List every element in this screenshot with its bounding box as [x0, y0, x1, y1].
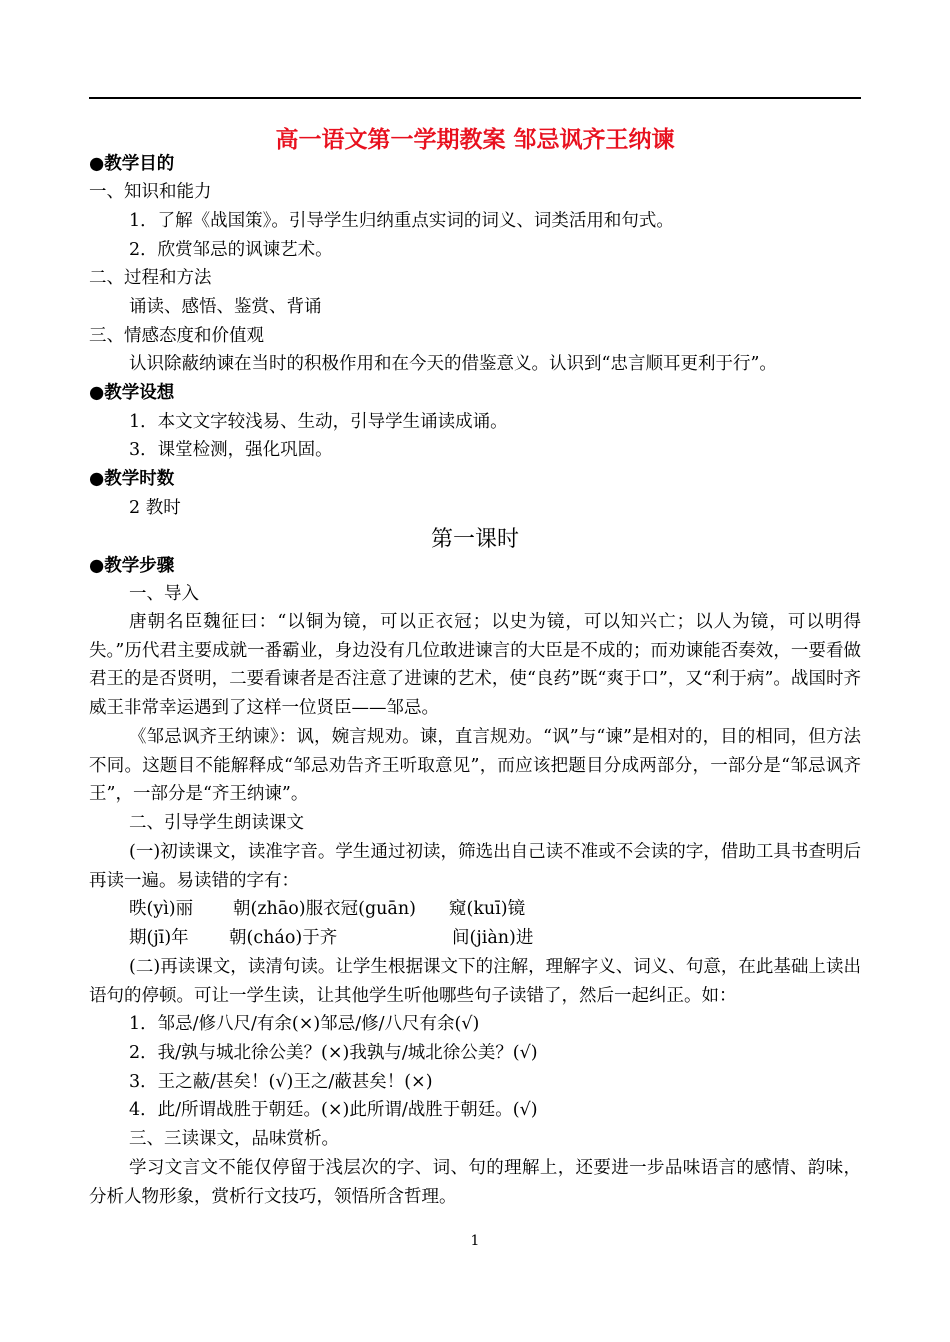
design-item-3: 3．课堂检测，强化巩固。 [129, 440, 333, 460]
reading-heading: 二、引导学生朗读课文 [129, 813, 304, 833]
pronunciation-item: 昳(yì)丽 [129, 899, 194, 919]
example-2: 2．我/孰与城北徐公美？(×)我孰与/城北徐公美？(√) [129, 1043, 538, 1063]
example-4: 4．此/所谓战胜于朝廷。(×)此所谓/战胜于朝廷。(√) [129, 1100, 538, 1120]
intro-heading: 一、导入 [129, 584, 199, 604]
intro-paragraph: 唐朝名臣魏征曰：“以铜为镜，可以正衣冠；以史为镜，可以知兴亡；以人为镜，可以明得失。”历代君主要成就一番霸业，身边没有几位敢进谏言的大臣是不成的；而劝谏能否奏效，一要看做君王的是否贤明，二要看谏者是否注意了进谏的艺术，使“良药”既“爽于口”，又“利于病”。战国时齐威王非常幸运遇到了这样一位贤臣——邹忌。 [89, 612, 861, 719]
third-read-paragraph: 学习文言文不能仅停留于浅层次的字、词、句的理解上，还要进一步品味语言的感情、韵味，分析人物形象，赏析行文技巧，领悟所含哲理。 [89, 1158, 861, 1207]
pronunciation-item: 窥(kuī)镜 [449, 899, 526, 919]
process-heading: 二、过程和方法 [89, 268, 212, 288]
header-rule [89, 97, 861, 99]
document-title: 高一语文第一学期教案 邹忌讽齐王纳谏 [275, 127, 675, 153]
emotion-heading: 三、情感态度和价值观 [89, 326, 264, 346]
title-explanation-paragraph: 《邹忌讽齐王纳谏》：讽，婉言规劝。谏，直言规劝。“讽”与“谏”是相对的，目的相同，但方法不同。这题目不能解释成“邹忌劝告齐王听取意见”，而应该把题目分成两部分，一部分是“邹忌讽齐王”，一部分是“齐王纳谏”。 [89, 727, 861, 805]
page-number: 1 [470, 1233, 480, 1249]
hours-text: 2 教时 [129, 498, 181, 518]
first-read-paragraph: (一)初读课文，读准字音。学生通过初读，筛选出自己读不准或不会读的字，借助工具书查明后再读一遍。易读错的字有： [89, 842, 861, 891]
second-read-paragraph: (二)再读课文，读清句读。让学生根据课文下的注解，理解字义、词义、句意，在此基础上读出语句的停顿。可让一学生读，让其他学生听他哪些句子读错了，然后一起纠正。如： [89, 957, 861, 1006]
example-1: 1．邹忌/修八尺/有余(×)邹忌/修/八尺有余(√) [129, 1014, 480, 1034]
process-text: 诵读、感悟、鉴赏、背诵 [129, 297, 322, 317]
example-3: 3．王之蔽/甚矣！(√)王之/蔽甚矣！(×) [129, 1072, 433, 1092]
design-item-1: 1．本文文字较浅易、生动，引导学生诵读成诵。 [129, 412, 508, 432]
pronunciation-item: 间(jiàn)进 [452, 928, 534, 948]
third-read-heading: 三、三读课文，品味赏析。 [129, 1129, 339, 1149]
knowledge-item-1: 1．了解《战国策》。引导学生归纳重点实词的词义、词类活用和句式。 [129, 211, 674, 231]
lesson-title: 第一课时 [430, 527, 519, 552]
pronunciation-item: 期(jī)年 [129, 928, 189, 948]
design-heading: ●教学设想 [89, 383, 175, 403]
pronunciation-item: 朝(cháo)于齐 [229, 928, 338, 948]
knowledge-item-2: 2．欣赏邹忌的讽谏艺术。 [129, 240, 333, 260]
objectives-heading: ●教学目的 [89, 154, 175, 174]
emotion-text: 认识除蔽纳谏在当时的积极作用和在今天的借鉴意义。认识到“忠言顺耳更利于行”。 [129, 354, 777, 374]
steps-heading: ●教学步骤 [89, 556, 175, 576]
hours-heading: ●教学时数 [89, 469, 175, 489]
knowledge-heading: 一、知识和能力 [89, 182, 212, 202]
pronunciation-item: 朝(zhāo)服衣冠(guān) [233, 899, 416, 919]
